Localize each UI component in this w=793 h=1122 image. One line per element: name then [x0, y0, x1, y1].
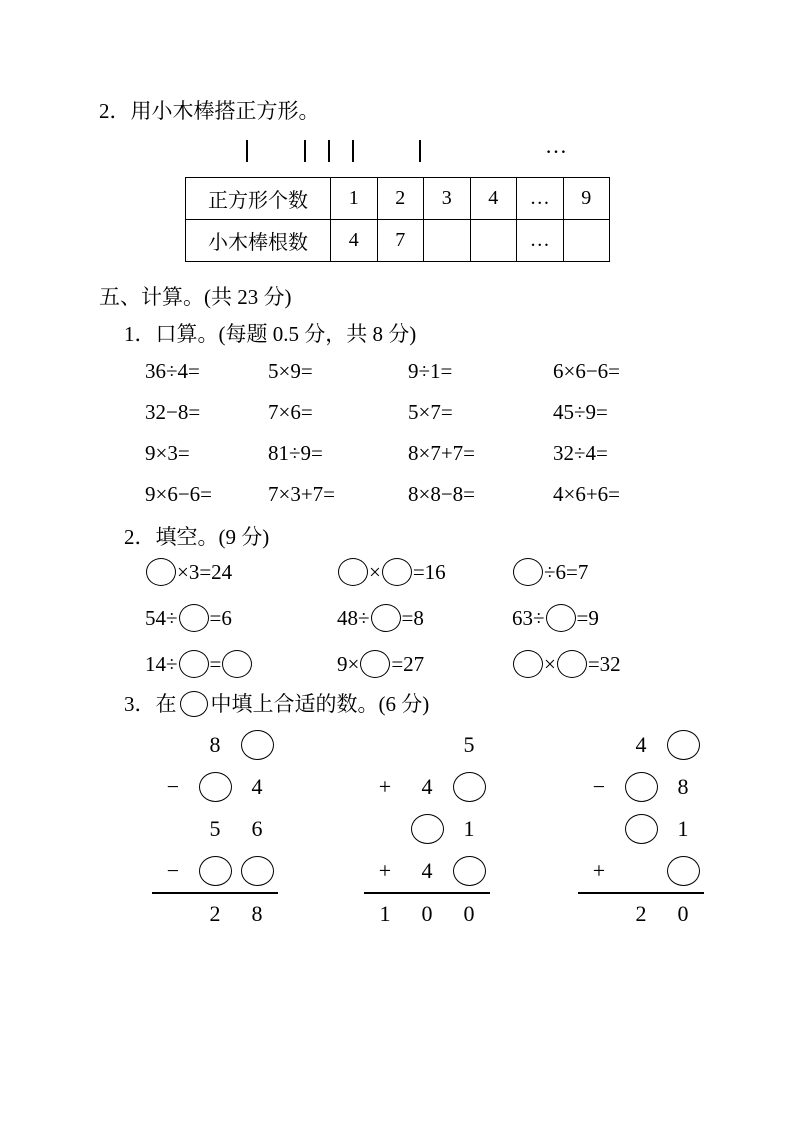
fill-blank-expression	[512, 641, 621, 687]
digit: 4	[421, 858, 433, 883]
vp-row	[152, 724, 278, 766]
expression-text: =	[209, 651, 222, 676]
vp-row	[364, 850, 490, 892]
empty-cell	[578, 894, 620, 934]
digit: 0	[421, 901, 433, 926]
oral-expression: 45÷9=	[553, 400, 608, 424]
oral-expression: 81÷9=	[268, 441, 323, 465]
q2-label: 2．填空。(9 分)	[124, 525, 270, 549]
expression-text: =6	[209, 605, 232, 630]
stick-mark	[328, 140, 330, 162]
answer-circle	[513, 650, 543, 678]
answer-circle	[453, 856, 486, 886]
vp-row	[364, 808, 490, 850]
circle-cell	[194, 766, 236, 808]
answer-circle	[625, 772, 658, 802]
answer-circle	[179, 604, 209, 632]
oral-expression: 32÷4=	[553, 441, 608, 465]
expression-text: 9×	[337, 651, 360, 676]
table-cell: 7	[377, 220, 424, 262]
expression-text: 14÷	[145, 651, 178, 676]
digit: 4	[635, 732, 647, 757]
circle-cell	[662, 850, 704, 892]
answer-circle	[179, 650, 209, 678]
answer-circle	[411, 814, 444, 844]
vp-result-row	[152, 892, 278, 934]
vp-row	[364, 766, 490, 808]
oral-expression: 9×3=	[145, 441, 190, 465]
digit: 5	[209, 816, 221, 841]
empty-cell	[152, 894, 194, 934]
answer-circle	[557, 650, 587, 678]
vp-row	[152, 766, 278, 808]
table-cell-blank	[424, 220, 471, 262]
table-cell: 4	[331, 220, 378, 262]
answer-circle	[241, 856, 274, 886]
vp-row	[152, 850, 278, 892]
oral-expression: 9×6−6=	[145, 482, 213, 506]
answer-circle	[199, 772, 232, 802]
oral-expression: 32−8=	[145, 400, 201, 424]
empty-cell	[578, 724, 620, 766]
circle-cell	[194, 850, 236, 892]
expression-text: ×	[369, 559, 381, 584]
vertical-problem-1	[152, 724, 278, 934]
circle-cell	[236, 850, 278, 892]
digit: 1	[379, 901, 391, 926]
answer-circle	[146, 558, 176, 586]
operator: +	[592, 858, 606, 883]
fill-blank-expression	[512, 595, 621, 641]
vp-result-row	[578, 892, 704, 934]
expression-text: ÷6=7	[544, 559, 589, 584]
answer-circle	[382, 558, 412, 586]
table-cell: 2	[377, 178, 424, 220]
empty-cell	[152, 724, 194, 766]
fill-blank-expression	[512, 549, 621, 595]
fill-blank-expression	[337, 641, 446, 687]
oral-expression: 36÷4=	[145, 359, 200, 383]
operator: −	[166, 774, 180, 799]
digit: 4	[421, 774, 433, 799]
digit: 1	[677, 816, 689, 841]
vertical-problem-3	[578, 724, 704, 934]
table-cell: 4	[470, 178, 517, 220]
fill-blank-column-2	[337, 549, 446, 687]
expression-text: =9	[576, 605, 599, 630]
answer-circle	[453, 772, 486, 802]
table-cell: …	[517, 220, 564, 262]
sticks-ellipsis: …	[545, 133, 567, 158]
table-cell: …	[517, 178, 564, 220]
table-row	[186, 178, 610, 220]
digit: 1	[463, 816, 475, 841]
digit: 8	[209, 732, 221, 757]
expression-text: =8	[401, 605, 424, 630]
fill-blank-expression	[337, 549, 446, 595]
oral-expression: 7×3+7=	[268, 482, 336, 506]
table-row-header: 正方形个数	[186, 178, 331, 220]
stick-mark	[246, 140, 248, 162]
fill-blank-expression	[145, 549, 253, 595]
digit: 6	[251, 816, 263, 841]
sticks-illustration	[0, 133, 793, 166]
empty-cell	[152, 808, 194, 850]
table-cell: 3	[424, 178, 471, 220]
digit: 2	[209, 901, 221, 926]
question2-heading: 2．用小木棒搭正方形。	[99, 99, 320, 123]
oral-expression: 6×6−6=	[553, 359, 621, 383]
digit: 4	[251, 774, 263, 799]
expression-text: =32	[587, 651, 621, 676]
answer-circle	[371, 604, 401, 632]
expression-text: =16	[412, 559, 446, 584]
answer-circle	[222, 650, 252, 678]
table-cell: 1	[331, 178, 378, 220]
answer-circle	[625, 814, 658, 844]
oral-expression: 4×6+6=	[553, 482, 621, 506]
circle-cell	[448, 766, 490, 808]
vp-result-row	[364, 892, 490, 934]
q3-label-before: 3．在	[124, 692, 177, 716]
fill-blank-column-1	[145, 549, 253, 687]
empty-cell	[364, 724, 406, 766]
answer-circle	[338, 558, 368, 586]
answer-circle	[667, 730, 700, 760]
empty-cell	[406, 724, 448, 766]
expression-text: 63÷	[512, 605, 545, 630]
fill-blank-expression	[145, 595, 253, 641]
circle-cell	[448, 850, 490, 892]
table-cell-blank	[470, 220, 517, 262]
stick-mark	[352, 140, 354, 162]
oral-expression: 8×7+7=	[408, 441, 476, 465]
vp-row	[578, 724, 704, 766]
digit: 0	[463, 901, 475, 926]
answer-circle	[199, 856, 232, 886]
digit: 5	[463, 732, 475, 757]
circle-cell	[236, 724, 278, 766]
vertical-problem-2	[364, 724, 490, 934]
oral-expression: 5×9=	[268, 359, 313, 383]
circle-cell	[620, 766, 662, 808]
table-row	[186, 220, 610, 262]
oral-expression: 9÷1=	[408, 359, 453, 383]
digit: 2	[635, 901, 647, 926]
q1-label: 1．口算。(每题 0.5 分，共 8 分)	[124, 322, 417, 346]
answer-circle	[667, 856, 700, 886]
expression-text: =27	[391, 651, 425, 676]
digit: 8	[677, 774, 689, 799]
answer-circle	[180, 691, 208, 717]
stick-mark	[419, 140, 421, 162]
oral-expression: 7×6=	[268, 400, 313, 424]
fill-blank-column-3	[512, 549, 621, 687]
empty-cell	[578, 808, 620, 850]
vp-row	[364, 724, 490, 766]
circle-cell	[662, 724, 704, 766]
section5-title: 五、计算。(共 23 分)	[99, 285, 292, 309]
table-cell: 9	[563, 178, 610, 220]
fill-blank-expression	[337, 595, 446, 641]
operator: −	[592, 774, 606, 799]
expression-text: 54÷	[145, 605, 178, 630]
digit: 8	[251, 901, 263, 926]
circle-cell	[620, 808, 662, 850]
fill-blank-expression	[145, 641, 253, 687]
empty-cell	[364, 808, 406, 850]
empty-cell	[620, 850, 662, 892]
q3-label	[124, 688, 429, 718]
q3-label-after: 中填上合适的数。(6 分)	[210, 692, 430, 716]
expression-text: ×3=24	[177, 559, 233, 584]
table-row-header: 小木棒根数	[186, 220, 331, 262]
vp-row	[578, 808, 704, 850]
stick-mark	[304, 140, 306, 162]
operator: −	[166, 858, 180, 883]
circle-cell	[406, 808, 448, 850]
answer-circle	[360, 650, 390, 678]
expression-text: 48÷	[337, 605, 370, 630]
answer-circle	[513, 558, 543, 586]
vp-row	[578, 850, 704, 892]
table-cell-blank	[563, 220, 610, 262]
oral-expression: 8×8−8=	[408, 482, 476, 506]
vp-row	[152, 808, 278, 850]
expression-text: ×	[544, 651, 556, 676]
sticks-table	[185, 177, 610, 262]
operator: +	[378, 858, 392, 883]
vp-row	[578, 766, 704, 808]
answer-circle	[241, 730, 274, 760]
operator: +	[378, 774, 392, 799]
answer-circle	[546, 604, 576, 632]
digit: 0	[677, 901, 689, 926]
oral-calc-grid	[145, 351, 703, 515]
oral-expression: 5×7=	[408, 400, 453, 424]
